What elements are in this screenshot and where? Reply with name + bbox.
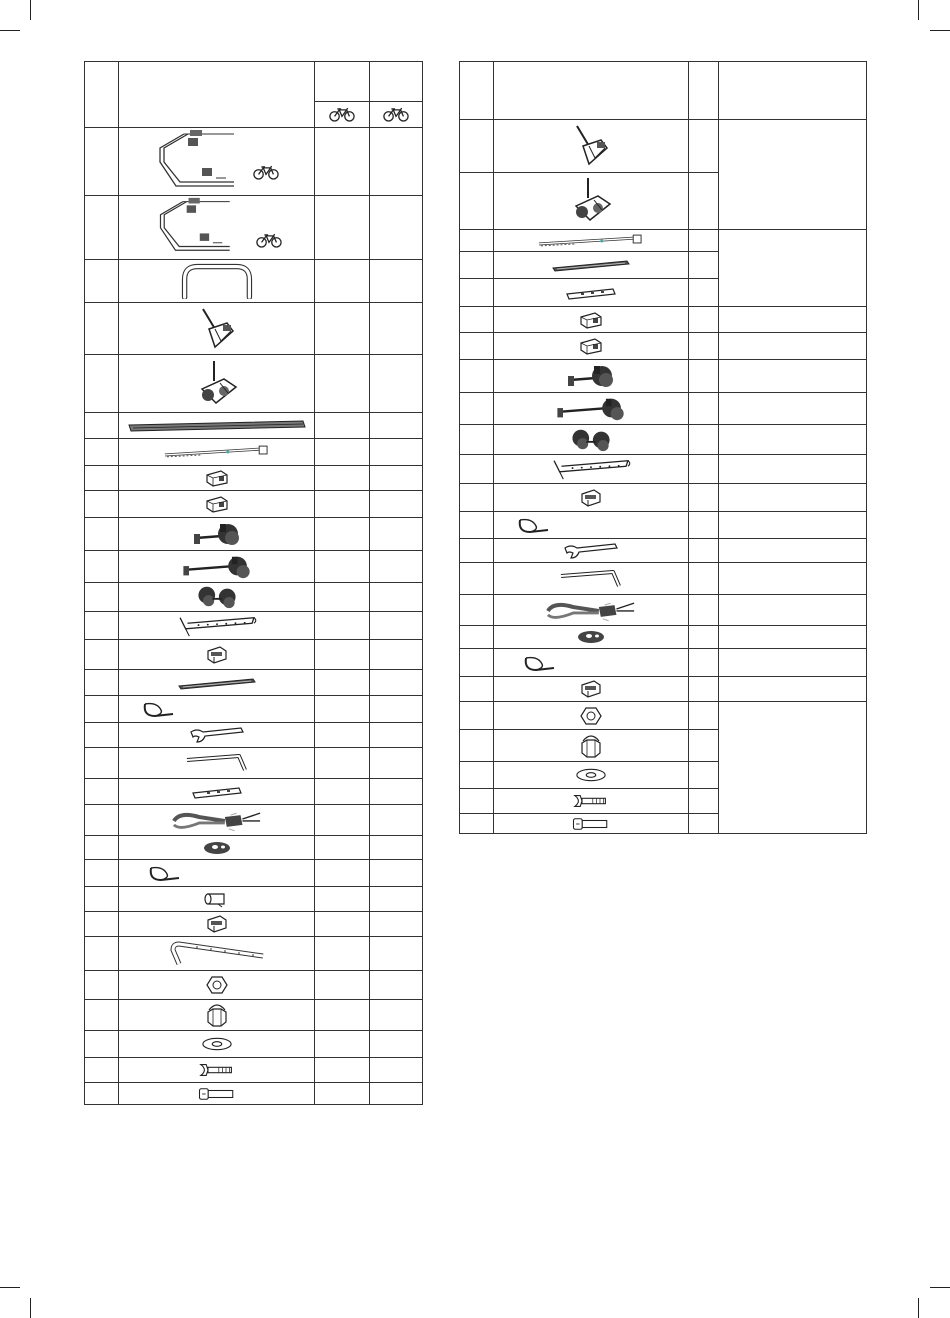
crop-mark bbox=[918, 1298, 919, 1318]
nut-icon bbox=[580, 706, 602, 726]
quantity-cell bbox=[370, 640, 423, 670]
quantity-cell bbox=[315, 518, 370, 551]
item-number-cell bbox=[85, 670, 119, 696]
safety-loop-icon bbox=[141, 700, 175, 718]
part-image-cell bbox=[119, 640, 315, 670]
quantity-cell bbox=[315, 1083, 370, 1105]
quantity-cell bbox=[315, 779, 370, 805]
allen-key-icon bbox=[559, 568, 623, 590]
buckle-icon bbox=[206, 645, 228, 665]
crop-mark bbox=[930, 1287, 950, 1288]
quantity-cell bbox=[315, 1000, 370, 1031]
quantity-cell bbox=[315, 260, 370, 303]
frame-arm-icon bbox=[163, 445, 271, 459]
item-number-cell bbox=[460, 484, 494, 512]
part-image-cell bbox=[494, 230, 689, 252]
note-cell bbox=[719, 512, 867, 539]
item-number-cell bbox=[460, 360, 494, 393]
end-cap-icon bbox=[202, 840, 232, 856]
bicycle-icon bbox=[329, 107, 355, 122]
quantity-cell bbox=[315, 912, 370, 937]
item-number-cell bbox=[85, 355, 119, 413]
quantity-cell bbox=[370, 723, 423, 748]
header-bike-cell bbox=[370, 102, 423, 128]
wrench-icon bbox=[189, 726, 245, 744]
header-number-cell bbox=[85, 62, 119, 128]
note-cell bbox=[719, 455, 867, 484]
quantity-cell bbox=[315, 583, 370, 612]
quantity-cell bbox=[689, 333, 719, 360]
quantity-cell bbox=[689, 563, 719, 595]
quantity-cell bbox=[315, 413, 370, 439]
quantity-cell bbox=[689, 814, 719, 834]
bicycle-icon bbox=[256, 233, 282, 248]
quantity-cell bbox=[689, 455, 719, 484]
part-image-cell bbox=[494, 393, 689, 425]
quantity-cell bbox=[315, 128, 370, 196]
carriage-bolt-icon bbox=[572, 792, 610, 810]
bicycle-icon bbox=[383, 107, 409, 122]
part-image-cell bbox=[119, 912, 315, 937]
note-cell bbox=[719, 563, 867, 595]
fastening-knob-long-icon bbox=[553, 395, 629, 423]
part-image-cell bbox=[494, 120, 689, 173]
item-number-cell bbox=[85, 805, 119, 836]
quantity-cell bbox=[315, 723, 370, 748]
quantity-cell bbox=[370, 583, 423, 612]
quantity-cell bbox=[689, 393, 719, 425]
buckle-icon bbox=[206, 914, 228, 934]
tube-plug-icon bbox=[204, 890, 230, 908]
crop-mark bbox=[30, 1298, 31, 1318]
item-number-cell bbox=[85, 439, 119, 466]
part-image-cell bbox=[494, 512, 689, 539]
part-image-cell bbox=[119, 583, 315, 612]
quantity-cell bbox=[689, 484, 719, 512]
item-number-cell bbox=[85, 860, 119, 887]
quantity-cell bbox=[689, 539, 719, 563]
part-image-cell bbox=[119, 439, 315, 466]
item-number-cell bbox=[85, 887, 119, 912]
part-image-cell bbox=[119, 937, 315, 971]
quantity-cell bbox=[370, 860, 423, 887]
part-image-cell bbox=[119, 696, 315, 723]
quantity-cell bbox=[315, 937, 370, 971]
strap-end-icon bbox=[189, 785, 245, 799]
part-image-cell bbox=[494, 252, 689, 279]
frame-holder-icon bbox=[197, 307, 237, 351]
quantity-cell bbox=[315, 551, 370, 583]
item-number-cell bbox=[85, 551, 119, 583]
part-image-cell bbox=[494, 563, 689, 595]
item-number-cell bbox=[460, 512, 494, 539]
item-number-cell bbox=[85, 466, 119, 491]
strap-icon bbox=[551, 258, 631, 272]
quantity-cell bbox=[315, 466, 370, 491]
item-number-cell bbox=[460, 702, 494, 730]
header-quantity-cell bbox=[689, 62, 719, 120]
fastening-knob-long-icon bbox=[179, 553, 255, 581]
quantity-cell bbox=[315, 355, 370, 413]
item-number-cell bbox=[460, 730, 494, 762]
quantity-cell bbox=[370, 937, 423, 971]
item-number-cell bbox=[460, 762, 494, 789]
part-image-cell bbox=[119, 518, 315, 551]
quantity-cell bbox=[315, 1058, 370, 1083]
quantity-cell bbox=[370, 912, 423, 937]
part-image-cell bbox=[119, 723, 315, 748]
wheel-rail-icon bbox=[127, 419, 307, 433]
quantity-cell bbox=[315, 748, 370, 779]
item-number-cell bbox=[460, 649, 494, 677]
quantity-cell bbox=[370, 887, 423, 912]
part-image-cell bbox=[494, 425, 689, 455]
end-cap-icon bbox=[576, 629, 606, 645]
item-number-cell bbox=[460, 252, 494, 279]
quantity-cell bbox=[370, 612, 423, 640]
item-number-cell bbox=[460, 814, 494, 834]
note-cell bbox=[719, 539, 867, 563]
double-knob-icon bbox=[194, 584, 240, 610]
quantity-cell bbox=[370, 805, 423, 836]
part-image-cell bbox=[119, 355, 315, 413]
note-cell bbox=[719, 702, 867, 834]
quantity-cell bbox=[315, 971, 370, 1000]
item-number-cell bbox=[85, 612, 119, 640]
buckle-icon bbox=[580, 488, 602, 508]
buckle-icon bbox=[580, 679, 602, 699]
item-number-cell bbox=[460, 279, 494, 307]
item-number-cell bbox=[460, 539, 494, 563]
header-cell bbox=[315, 62, 370, 102]
note-cell bbox=[719, 230, 867, 307]
part-image-cell bbox=[119, 260, 315, 303]
bike-carrier-frame-icon bbox=[154, 128, 274, 190]
fastening-knob-short-icon bbox=[566, 362, 616, 390]
quantity-cell bbox=[689, 702, 719, 730]
item-number-cell bbox=[85, 260, 119, 303]
quantity-cell bbox=[315, 196, 370, 260]
part-image-cell bbox=[119, 196, 315, 260]
quantity-cell bbox=[689, 279, 719, 307]
item-number-cell bbox=[460, 393, 494, 425]
quantity-cell bbox=[315, 1031, 370, 1058]
part-image-cell bbox=[119, 128, 315, 196]
quantity-cell bbox=[370, 128, 423, 196]
quantity-cell bbox=[315, 887, 370, 912]
item-number-cell bbox=[460, 307, 494, 333]
quantity-cell bbox=[370, 1058, 423, 1083]
part-image-cell bbox=[119, 466, 315, 491]
part-image-cell bbox=[119, 413, 315, 439]
quantity-cell bbox=[370, 518, 423, 551]
quantity-cell bbox=[689, 649, 719, 677]
part-image-cell bbox=[494, 677, 689, 702]
ratchet-bar-icon bbox=[174, 614, 260, 638]
quantity-cell bbox=[689, 425, 719, 455]
quantity-cell bbox=[315, 860, 370, 887]
item-number-cell bbox=[85, 413, 119, 439]
quantity-cell bbox=[315, 836, 370, 860]
note-cell bbox=[719, 393, 867, 425]
note-cell bbox=[719, 677, 867, 702]
crop-mark bbox=[930, 30, 950, 31]
safety-loop-icon bbox=[147, 864, 181, 882]
part-image-cell bbox=[119, 1031, 315, 1058]
quantity-cell bbox=[370, 779, 423, 805]
quantity-cell bbox=[370, 491, 423, 518]
note-cell bbox=[719, 307, 867, 333]
part-image-cell bbox=[119, 887, 315, 912]
quantity-cell bbox=[689, 360, 719, 393]
quantity-cell bbox=[370, 303, 423, 355]
quantity-cell bbox=[370, 748, 423, 779]
part-image-cell bbox=[494, 649, 689, 677]
bicycle-icon bbox=[253, 165, 279, 180]
part-image-cell bbox=[119, 779, 315, 805]
quantity-cell bbox=[315, 805, 370, 836]
part-image-cell bbox=[119, 491, 315, 518]
quantity-cell bbox=[370, 439, 423, 466]
part-image-cell bbox=[494, 360, 689, 393]
header-bike-cell bbox=[315, 102, 370, 128]
quantity-cell bbox=[370, 260, 423, 303]
note-cell bbox=[719, 484, 867, 512]
part-image-cell bbox=[494, 595, 689, 626]
part-image-cell bbox=[494, 702, 689, 730]
strap-end-icon bbox=[563, 286, 619, 300]
header-part-cell bbox=[494, 62, 689, 120]
item-number-cell bbox=[85, 696, 119, 723]
part-image-cell bbox=[119, 670, 315, 696]
note-cell bbox=[719, 649, 867, 677]
item-number-cell bbox=[85, 1083, 119, 1105]
item-number-cell bbox=[85, 912, 119, 937]
quantity-cell bbox=[370, 836, 423, 860]
quantity-cell bbox=[315, 670, 370, 696]
washer-icon bbox=[575, 767, 607, 783]
nut-icon bbox=[206, 975, 228, 995]
u-bar-icon bbox=[177, 263, 257, 299]
part-image-cell bbox=[119, 1083, 315, 1105]
item-number-cell bbox=[85, 583, 119, 612]
item-number-cell bbox=[460, 333, 494, 360]
quantity-cell bbox=[370, 466, 423, 491]
note-cell bbox=[719, 120, 867, 230]
item-number-cell bbox=[460, 425, 494, 455]
quantity-cell bbox=[689, 677, 719, 702]
clamp-block-icon bbox=[579, 311, 603, 329]
part-image-cell bbox=[119, 805, 315, 836]
item-number-cell bbox=[85, 1031, 119, 1058]
part-image-cell bbox=[494, 455, 689, 484]
quantity-cell bbox=[689, 762, 719, 789]
item-number-cell bbox=[85, 518, 119, 551]
crop-mark bbox=[0, 1287, 20, 1288]
quantity-cell bbox=[315, 303, 370, 355]
part-image-cell bbox=[119, 1000, 315, 1031]
part-image-cell bbox=[119, 836, 315, 860]
item-number-cell bbox=[85, 723, 119, 748]
part-image-cell bbox=[119, 971, 315, 1000]
part-image-cell bbox=[119, 551, 315, 583]
item-number-cell bbox=[85, 303, 119, 355]
quantity-cell bbox=[370, 355, 423, 413]
quantity-cell bbox=[370, 413, 423, 439]
quantity-cell bbox=[370, 196, 423, 260]
note-cell bbox=[719, 626, 867, 649]
frame-holder-clamp-icon bbox=[568, 176, 614, 226]
item-number-cell bbox=[85, 937, 119, 971]
quantity-cell bbox=[370, 551, 423, 583]
quantity-cell bbox=[315, 491, 370, 518]
item-number-cell bbox=[460, 173, 494, 230]
header-number-cell bbox=[460, 62, 494, 120]
note-cell bbox=[719, 425, 867, 455]
safety-loop-icon bbox=[522, 654, 556, 672]
bent-tube-icon bbox=[167, 940, 267, 968]
item-number-cell bbox=[85, 1058, 119, 1083]
strap-with-buckle-icon bbox=[170, 807, 264, 833]
part-image-cell bbox=[119, 860, 315, 887]
quantity-cell bbox=[689, 252, 719, 279]
note-cell bbox=[719, 333, 867, 360]
part-image-cell bbox=[119, 748, 315, 779]
item-number-cell bbox=[460, 455, 494, 484]
item-number-cell bbox=[85, 779, 119, 805]
part-image-cell bbox=[494, 730, 689, 762]
note-cell bbox=[719, 360, 867, 393]
cap-nut-icon bbox=[205, 1002, 229, 1028]
quantity-cell bbox=[689, 512, 719, 539]
crop-mark bbox=[0, 30, 20, 31]
quantity-cell bbox=[689, 173, 719, 230]
item-number-cell bbox=[85, 128, 119, 196]
socket-bolt-icon bbox=[197, 1087, 237, 1101]
quantity-cell bbox=[370, 1083, 423, 1105]
quantity-cell bbox=[370, 1031, 423, 1058]
clamp-block-icon bbox=[205, 469, 229, 487]
part-image-cell bbox=[119, 303, 315, 355]
quantity-cell bbox=[370, 971, 423, 1000]
washer-icon bbox=[201, 1036, 233, 1052]
header-note-cell bbox=[719, 62, 867, 120]
frame-holder-icon bbox=[571, 124, 611, 168]
parts-table-right bbox=[459, 61, 867, 834]
part-image-cell bbox=[494, 626, 689, 649]
quantity-cell bbox=[689, 230, 719, 252]
item-number-cell bbox=[85, 640, 119, 670]
bike-carrier-frame-icon bbox=[151, 196, 271, 254]
item-number-cell bbox=[460, 677, 494, 702]
part-image-cell bbox=[119, 1058, 315, 1083]
part-image-cell bbox=[494, 539, 689, 563]
part-image-cell bbox=[119, 612, 315, 640]
quantity-cell bbox=[689, 120, 719, 173]
strap-with-buckle-icon bbox=[544, 597, 638, 623]
fastening-knob-short-icon bbox=[192, 520, 242, 548]
cap-nut-icon bbox=[579, 733, 603, 759]
safety-loop-icon bbox=[516, 516, 550, 534]
part-image-cell bbox=[494, 789, 689, 814]
parts-table-left bbox=[84, 61, 423, 1105]
quantity-cell bbox=[689, 626, 719, 649]
quantity-cell bbox=[689, 730, 719, 762]
clamp-block-icon bbox=[579, 337, 603, 355]
part-image-cell bbox=[494, 814, 689, 834]
frame-arm-icon bbox=[537, 234, 645, 248]
quantity-cell bbox=[689, 789, 719, 814]
part-image-cell bbox=[494, 279, 689, 307]
carriage-bolt-icon bbox=[198, 1061, 236, 1079]
item-number-cell bbox=[460, 230, 494, 252]
item-number-cell bbox=[460, 563, 494, 595]
clamp-block-icon bbox=[205, 495, 229, 513]
quantity-cell bbox=[315, 640, 370, 670]
quantity-cell bbox=[315, 439, 370, 466]
part-image-cell bbox=[494, 333, 689, 360]
item-number-cell bbox=[460, 789, 494, 814]
ratchet-bar-icon bbox=[548, 457, 634, 481]
quantity-cell bbox=[370, 670, 423, 696]
part-image-cell bbox=[494, 307, 689, 333]
quantity-cell bbox=[370, 696, 423, 723]
item-number-cell bbox=[85, 836, 119, 860]
item-number-cell bbox=[460, 120, 494, 173]
crop-mark bbox=[30, 0, 31, 20]
item-number-cell bbox=[85, 1000, 119, 1031]
strap-icon bbox=[177, 676, 257, 690]
quantity-cell bbox=[689, 595, 719, 626]
item-number-cell bbox=[460, 626, 494, 649]
item-number-cell bbox=[85, 971, 119, 1000]
quantity-cell bbox=[315, 612, 370, 640]
quantity-cell bbox=[370, 1000, 423, 1031]
item-number-cell bbox=[85, 748, 119, 779]
socket-bolt-icon bbox=[571, 817, 611, 831]
part-image-cell bbox=[494, 484, 689, 512]
part-image-cell bbox=[494, 173, 689, 230]
wrench-icon bbox=[563, 542, 619, 560]
header-cell bbox=[370, 62, 423, 102]
allen-key-icon bbox=[185, 752, 249, 774]
part-image-cell bbox=[494, 762, 689, 789]
item-number-cell bbox=[460, 595, 494, 626]
header-part-cell bbox=[119, 62, 315, 128]
crop-mark bbox=[918, 0, 919, 20]
item-number-cell bbox=[85, 491, 119, 518]
double-knob-icon bbox=[568, 427, 614, 453]
item-number-cell bbox=[85, 196, 119, 260]
quantity-cell bbox=[315, 696, 370, 723]
frame-holder-clamp-icon bbox=[194, 359, 240, 409]
quantity-cell bbox=[689, 307, 719, 333]
note-cell bbox=[719, 595, 867, 626]
